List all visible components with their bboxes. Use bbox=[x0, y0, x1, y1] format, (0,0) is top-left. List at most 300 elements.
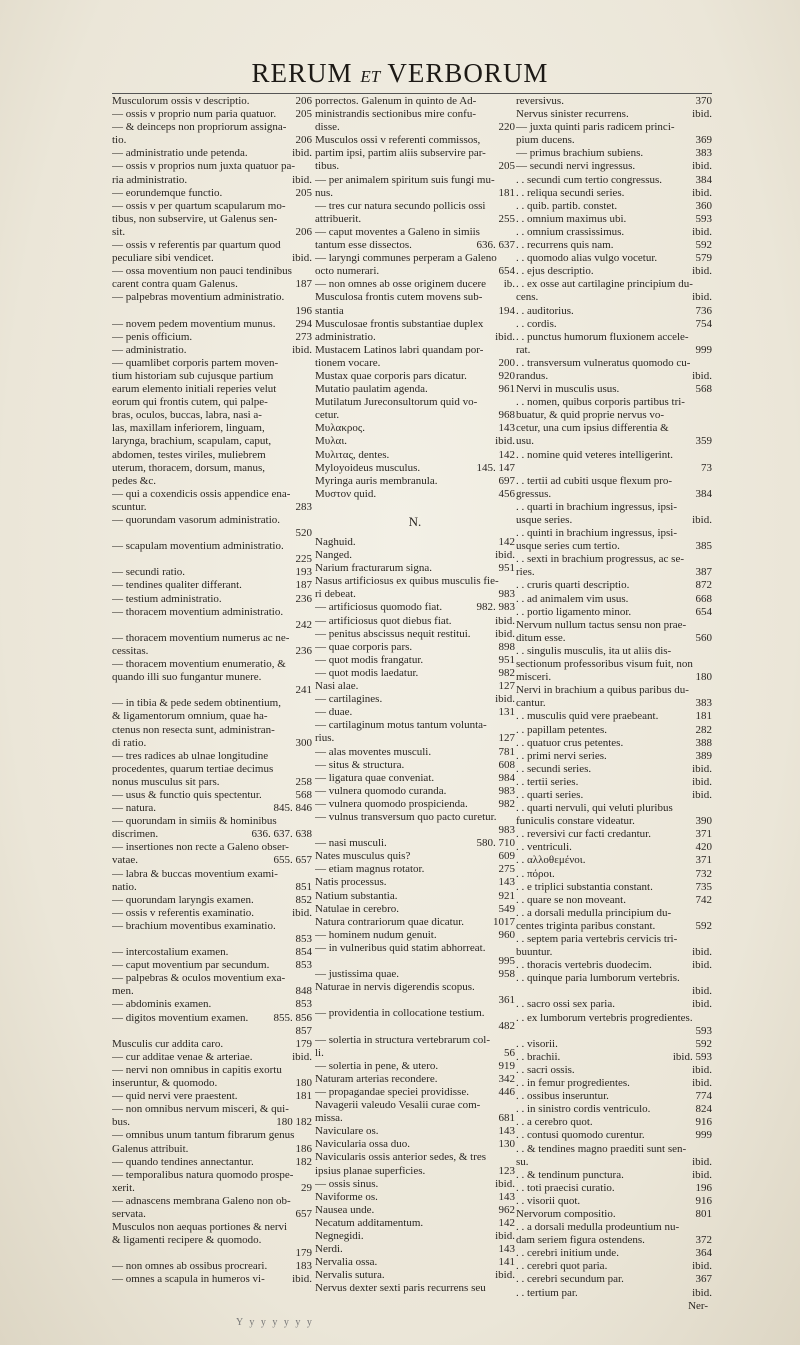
index-entry-text: Naviforme os. bbox=[315, 1190, 378, 1203]
index-entry bbox=[516, 95, 712, 108]
index-entry bbox=[112, 658, 312, 671]
index-entry-text: . . secundi cum tertio congressus. bbox=[516, 173, 663, 186]
index-entry-text: . . omnium maximus ubi. bbox=[516, 212, 627, 225]
index-entry-text: buuntur. bbox=[516, 946, 553, 959]
index-page-ref: 390 bbox=[695, 815, 712, 828]
index-entry-text: — ossis sinus. bbox=[315, 1177, 379, 1190]
index-entry-text: Musculos non aequas portiones & nervi bbox=[112, 1221, 288, 1234]
index-page-ref: ibid. bbox=[692, 514, 712, 526]
index-entry-text: su. bbox=[516, 1155, 529, 1168]
index-entry bbox=[516, 488, 712, 501]
index-entry-text: — nervi non omnibus in capitis exortu bbox=[112, 1063, 282, 1076]
index-entry bbox=[516, 344, 712, 357]
index-entry-text: . . ex osse aut cartilagine principium du- bbox=[516, 278, 693, 291]
index-page-ref: 300 bbox=[295, 736, 312, 749]
index-entry-text: . . cerebri quot paria. bbox=[516, 1260, 608, 1273]
index-entry bbox=[112, 527, 312, 540]
index-entry bbox=[516, 985, 712, 998]
index-entry bbox=[315, 1138, 515, 1151]
index-entry-text: — artificiosus quomodo fiat. bbox=[315, 601, 443, 614]
index-page-ref: 143 bbox=[498, 876, 515, 889]
index-entry bbox=[112, 815, 312, 828]
index-entry-text: — insertiones non recte a Galeno obser- bbox=[112, 841, 289, 854]
index-page-ref: ibid. bbox=[495, 614, 515, 627]
index-page-ref: ibid. bbox=[692, 1260, 712, 1273]
index-page-ref: 668 bbox=[695, 592, 712, 605]
index-entry-text: . . primi nervi series. bbox=[516, 749, 607, 762]
index-entry bbox=[516, 187, 712, 200]
index-entry bbox=[315, 575, 515, 588]
index-entry bbox=[112, 868, 312, 881]
index-entry-text: — quae corporis pars. bbox=[315, 640, 413, 653]
header-rule bbox=[112, 93, 712, 94]
index-page-ref: 568 bbox=[695, 383, 712, 396]
index-entry-text: — ossis v referentis examinatio. bbox=[112, 906, 255, 919]
index-entry-text: . . quatuor crus petentes. bbox=[516, 736, 624, 749]
index-entry bbox=[315, 1060, 515, 1073]
index-entry bbox=[112, 697, 312, 710]
index-entry bbox=[516, 409, 712, 422]
index-entry-text: — secundi ratio. bbox=[112, 566, 186, 579]
index-page-ref: 482 bbox=[498, 1020, 515, 1033]
index-entry-text: ministrandis sectionibus mire confu- bbox=[315, 108, 476, 121]
index-entry-text: . . quarti in brachium ingressus, ipsi- bbox=[516, 500, 678, 513]
index-entry bbox=[112, 95, 312, 108]
index-entry-text: . . quarti nervuli, qui veluti pluribus bbox=[516, 802, 673, 815]
index-entry-text: . . tertii ad cubiti usque flexum pro- bbox=[516, 474, 673, 487]
index-entry bbox=[516, 697, 712, 710]
index-entry-text: — adnascens membrana Galeno non ob- bbox=[112, 1194, 291, 1207]
index-entry-text: . . ad animalem vim usus. bbox=[516, 592, 629, 605]
index-entry bbox=[516, 370, 712, 383]
index-entry-text: Navagerii valeudo Vesalii curae com- bbox=[315, 1099, 481, 1112]
index-entry bbox=[516, 1025, 712, 1038]
index-entry bbox=[112, 239, 312, 252]
index-entry bbox=[516, 1247, 712, 1260]
index-entry-text: — ossis v referentis par quartum quod bbox=[112, 239, 281, 252]
index-entry-text: . . recurrens quis nam. bbox=[516, 239, 614, 252]
index-entry-text: . . quomodo alias vulgo vocetur. bbox=[516, 252, 658, 265]
index-page-ref: 697 bbox=[498, 474, 515, 487]
index-page-ref: 920 bbox=[498, 369, 515, 382]
index-page-ref: ibid. bbox=[692, 1155, 712, 1168]
index-entry bbox=[516, 553, 712, 566]
index-page-ref: 383 bbox=[695, 697, 712, 710]
index-entry bbox=[516, 920, 712, 933]
index-entry bbox=[315, 435, 515, 448]
index-entry-text: Nervalia ossa. bbox=[315, 1256, 378, 1269]
index-entry-text: Nervus dexter sexti paris recurrens seu bbox=[315, 1282, 486, 1295]
index-entry bbox=[112, 566, 312, 579]
index-entry bbox=[315, 318, 515, 331]
index-entry-text: . . sexti in brachium progressus, ac se- bbox=[516, 553, 685, 566]
index-entry-text: — ossa moventium non pauci tendinibus bbox=[112, 265, 292, 278]
index-entry bbox=[516, 1116, 712, 1129]
index-entry bbox=[315, 981, 515, 994]
index-entry-text: servata. bbox=[112, 1207, 146, 1220]
index-page-ref: 961 bbox=[498, 383, 515, 396]
index-entry bbox=[112, 606, 312, 619]
index-entry-text: centes triginta paribus constant. bbox=[516, 919, 656, 932]
index-entry bbox=[516, 1143, 712, 1156]
index-page-ref: 206 bbox=[295, 95, 312, 107]
index-entry-text: . . secundi series. bbox=[516, 762, 592, 775]
index-entry-text: partim ipsi, partim aliis subservire par- bbox=[315, 147, 486, 160]
index-page-ref: 389 bbox=[695, 749, 712, 762]
index-entry bbox=[112, 514, 312, 527]
index-page-ref: 205 bbox=[295, 108, 312, 121]
index-page-ref: ibid. bbox=[292, 1050, 312, 1063]
index-entry bbox=[516, 907, 712, 920]
index-page-ref: 898 bbox=[498, 640, 515, 653]
index-entry bbox=[112, 1012, 312, 1025]
index-entry bbox=[315, 785, 515, 798]
index-entry-text: ri debeat. bbox=[315, 588, 356, 601]
index-entry-text: . . in femur progredientes. bbox=[516, 1077, 630, 1090]
index-entry bbox=[315, 1047, 515, 1060]
index-page-ref: 845. 846 bbox=[273, 802, 312, 815]
index-entry-text: — labra & buccas moventium exami- bbox=[112, 867, 278, 880]
index-entry-text: — abdominis examen. bbox=[112, 998, 212, 1011]
index-entry bbox=[112, 789, 312, 802]
index-entry-text: Nasus artificiosus ex quibus musculis fie- bbox=[315, 575, 499, 588]
running-head-conjunction: ET bbox=[360, 67, 381, 86]
index-entry-text: . . auditorius. bbox=[516, 304, 574, 317]
index-entry-text: — testium administratio. bbox=[112, 592, 222, 605]
index-entry bbox=[516, 1051, 712, 1064]
index-entry-text: — in tibia & pede sedem obtinentium, bbox=[112, 697, 281, 710]
index-page-ref: ibid. bbox=[495, 330, 515, 343]
index-page-ref: 56 bbox=[504, 1046, 515, 1059]
index-page-ref: 995 bbox=[498, 955, 515, 967]
index-entry bbox=[315, 449, 515, 462]
index-entry-text: — administratio. bbox=[112, 343, 187, 356]
index-entry-text: Nates musculus quis? bbox=[315, 850, 411, 863]
index-entry-text: Nervum nullum tactus sensu non prae- bbox=[516, 618, 687, 631]
index-page-ref: ibid. bbox=[495, 627, 515, 640]
index-entry-text: . . reversivi cur facti credantur. bbox=[516, 828, 651, 841]
index-entry-text: . . cruris quarti descriptio. bbox=[516, 579, 630, 592]
index-entry-text: Natulae in cerebro. bbox=[315, 902, 399, 915]
index-entry bbox=[315, 462, 515, 475]
index-page-ref: 181 bbox=[695, 710, 712, 723]
index-entry-text: . . nomen, quibus corporis partibus tri- bbox=[516, 396, 685, 409]
index-entry-text: — propagandae speciei providisse. bbox=[315, 1085, 469, 1098]
index-page-ref: 200 bbox=[498, 356, 515, 369]
index-entry bbox=[112, 881, 312, 894]
index-entry-text: . . omnium crassissimus. bbox=[516, 225, 625, 238]
index-page-ref: 654 bbox=[498, 265, 515, 278]
index-entry-text: earum elemento initiali reperies velut bbox=[112, 383, 277, 396]
index-entry bbox=[516, 514, 712, 527]
index-entry bbox=[516, 291, 712, 304]
index-entry bbox=[112, 841, 312, 854]
index-page-ref: 824 bbox=[695, 1103, 712, 1116]
index-entry-text: Naturam arterias recondere. bbox=[315, 1072, 438, 1085]
index-entry-text: Nerdi. bbox=[315, 1243, 343, 1256]
index-entry bbox=[112, 920, 312, 933]
index-entry bbox=[315, 331, 515, 344]
index-entry-text: — thoracem moventium enumeratio, & bbox=[112, 658, 286, 671]
index-entry bbox=[315, 475, 515, 488]
index-page-ref: ibid. bbox=[692, 762, 712, 775]
index-entry bbox=[516, 422, 712, 435]
index-entry-text: sectionum professoribus visum fuit, non bbox=[516, 658, 693, 671]
index-entry-text: — non omnes ab ossibus procreari. bbox=[112, 1260, 268, 1273]
index-entry-text: Necatum additamentum. bbox=[315, 1216, 424, 1229]
index-page-ref: 916 bbox=[695, 1116, 712, 1129]
index-entry-text: Musculos ossi v referenti commissos, bbox=[315, 134, 481, 147]
index-page-ref: 736 bbox=[695, 304, 712, 317]
index-entry-text: — nasi musculi. bbox=[315, 837, 387, 850]
index-page-ref: 367 bbox=[695, 1273, 712, 1286]
index-entry-text: cantur. bbox=[516, 697, 546, 710]
index-entry-text: . . ex lumborum vertebris progredientes. bbox=[516, 1011, 693, 1024]
index-entry bbox=[112, 894, 312, 907]
index-entry bbox=[112, 357, 312, 370]
index-entry bbox=[516, 1129, 712, 1142]
index-entry-text: — solertia in structura vertebrarum col- bbox=[315, 1033, 491, 1046]
index-entry bbox=[112, 134, 312, 147]
index-entry-text: . . ossibus inseruntur. bbox=[516, 1090, 609, 1103]
index-page-ref: 848 bbox=[295, 985, 312, 998]
index-entry bbox=[516, 802, 712, 815]
index-entry bbox=[112, 710, 312, 723]
index-entry bbox=[315, 811, 515, 824]
index-entry-text: — in vulneribus quid statim abhorreat. bbox=[315, 941, 486, 954]
section-letter-heading: N. bbox=[408, 513, 422, 529]
index-page-ref: 855. 856 bbox=[273, 1011, 312, 1024]
index-entry-text: Musculosae frontis substantiae duplex bbox=[315, 317, 484, 330]
index-entry bbox=[315, 615, 515, 628]
index-entry bbox=[112, 1064, 312, 1077]
index-entry bbox=[516, 868, 712, 881]
index-entry-text: bras, oculos, buccas, labra, nasi a- bbox=[112, 409, 262, 422]
index-entry bbox=[112, 1208, 312, 1221]
index-entry bbox=[315, 759, 515, 772]
index-entry-text: cetur. bbox=[315, 409, 340, 422]
index-entry-text: nus. bbox=[315, 186, 334, 199]
index-entry-text: Μυστον quid. bbox=[315, 487, 377, 500]
index-page-ref: 735 bbox=[695, 880, 712, 893]
index-page-ref: 1017 bbox=[493, 915, 515, 928]
index-entry-text: vatae. bbox=[112, 854, 138, 867]
index-entry bbox=[112, 200, 312, 213]
index-page-ref: 592 bbox=[695, 239, 712, 252]
index-entry bbox=[516, 737, 712, 750]
index-page-ref: ibid. bbox=[495, 1177, 515, 1190]
index-page-ref: 681 bbox=[498, 1112, 515, 1125]
index-page-ref: 387 bbox=[695, 566, 712, 579]
index-page-ref: 258 bbox=[295, 775, 312, 788]
catchword: Ner- bbox=[688, 1299, 708, 1312]
index-entry bbox=[315, 95, 515, 108]
index-entry-text: tantum esse dissectos. bbox=[315, 239, 412, 252]
index-entry-text: las, maxillam inferiorem, linguam, bbox=[112, 422, 265, 435]
index-entry-text: . . ventriculi. bbox=[516, 841, 572, 854]
index-entry bbox=[315, 601, 515, 614]
index-page-ref: 143 bbox=[498, 1125, 515, 1138]
index-entry-text: . . cordis. bbox=[516, 317, 557, 330]
index-page-ref: 999 bbox=[695, 343, 712, 356]
index-entry-text: . . quinti in brachium ingressus, ipsi- bbox=[516, 527, 678, 540]
index-page-ref: ibid. bbox=[495, 1269, 515, 1282]
index-page-ref: 636. 637. 638 bbox=[251, 828, 312, 841]
index-entry-text: missa. bbox=[315, 1112, 343, 1125]
index-entry bbox=[516, 881, 712, 894]
index-entry bbox=[516, 815, 712, 828]
index-entry bbox=[315, 536, 515, 549]
index-entry-text: . . sacri ossis. bbox=[516, 1063, 575, 1076]
index-entry bbox=[516, 160, 712, 173]
index-page-ref: 520 bbox=[295, 527, 312, 540]
index-entry-text: — ossis v per quartum scapularum mo- bbox=[112, 199, 286, 212]
index-entry bbox=[315, 1086, 515, 1099]
index-entry-text: Μυλακρος. bbox=[315, 422, 365, 435]
index-entry bbox=[516, 540, 712, 553]
index-entry-text: . . a dorsali medulla principium du- bbox=[516, 906, 672, 919]
index-entry bbox=[315, 213, 515, 226]
index-page-ref: 872 bbox=[695, 579, 712, 592]
index-entry bbox=[516, 213, 712, 226]
index-entry-text: — omnes a scapula in humeros vi- bbox=[112, 1273, 265, 1286]
index-entry bbox=[112, 1038, 312, 1051]
index-entry-text: Myringa auris membranula. bbox=[315, 474, 438, 487]
index-entry-text: tio. bbox=[112, 134, 127, 147]
index-page-ref: 853 bbox=[295, 959, 312, 972]
index-entry bbox=[315, 422, 515, 435]
index-entry bbox=[315, 929, 515, 942]
index-entry bbox=[516, 121, 712, 134]
index-entry bbox=[315, 968, 515, 981]
index-entry-text: — administratio unde petenda. bbox=[112, 147, 248, 160]
index-entry bbox=[315, 1034, 515, 1047]
index-entry-text: — & deinceps non propriorum assigna- bbox=[112, 121, 287, 134]
index-entry-text: dam seriem figura ostendens. bbox=[516, 1234, 645, 1247]
index-entry-text: . . portio ligamento minor. bbox=[516, 605, 632, 618]
index-entry-text: octo numerari. bbox=[315, 265, 380, 278]
index-page-ref: 608 bbox=[498, 758, 515, 771]
index-entry bbox=[112, 985, 312, 998]
index-page-ref: 187 bbox=[295, 579, 312, 592]
index-column-1 bbox=[112, 95, 312, 1345]
index-entry bbox=[315, 121, 515, 134]
index-entry-text: ries. bbox=[516, 566, 535, 579]
index-page-ref: 657 bbox=[295, 1207, 312, 1220]
index-page-ref: 369 bbox=[695, 134, 712, 147]
index-page-ref: 781 bbox=[498, 745, 515, 758]
index-entry-text: — tres cur natura secundo pollicis ossi bbox=[315, 199, 486, 212]
index-entry bbox=[112, 828, 312, 841]
index-page-ref: ibid. bbox=[692, 1063, 712, 1076]
index-entry bbox=[112, 265, 312, 278]
index-entry-text: — eorundemque functio. bbox=[112, 186, 223, 199]
index-page-ref: 141 bbox=[498, 1256, 515, 1269]
index-entry-text: rius. bbox=[315, 732, 335, 745]
index-entry bbox=[315, 291, 515, 304]
index-entry bbox=[315, 147, 515, 160]
index-entry-text: Nervus sinister recurrens. bbox=[516, 108, 629, 121]
index-page-ref: 983 bbox=[498, 588, 515, 601]
index-page-ref: 774 bbox=[695, 1090, 712, 1103]
index-entry-text: tibus, non subservire, ut Galenus sen- bbox=[112, 212, 278, 225]
index-entry-text: Nervi in brachium a quibus paribus du- bbox=[516, 684, 689, 697]
index-entry bbox=[112, 435, 312, 448]
index-entry bbox=[112, 907, 312, 920]
index-entry bbox=[315, 200, 515, 213]
index-entry bbox=[516, 252, 712, 265]
index-entry bbox=[112, 750, 312, 763]
index-page-ref: 568 bbox=[295, 788, 312, 801]
index-page-ref: ibid. bbox=[495, 693, 515, 706]
index-page-ref: 181 bbox=[295, 1090, 312, 1103]
index-entry-text: — brachium moventibus examinatio. bbox=[112, 919, 276, 932]
index-entry bbox=[516, 134, 712, 147]
index-page-ref: ibid. bbox=[495, 549, 515, 562]
index-entry-text: — tres radices ab ulnae longitudine bbox=[112, 749, 269, 762]
index-page-ref: 143 bbox=[498, 1243, 515, 1256]
index-entry-text: tium historiam sub cujusque partium bbox=[112, 369, 274, 382]
index-page-ref: 385 bbox=[695, 540, 712, 553]
index-entry bbox=[112, 1221, 312, 1234]
index-page-ref: 180 182 bbox=[276, 1116, 312, 1129]
index-page-ref: 983 bbox=[498, 824, 515, 837]
index-entry bbox=[315, 1230, 515, 1243]
index-page-ref: ibid. bbox=[692, 108, 712, 121]
index-page-ref: 179 bbox=[295, 1037, 312, 1050]
index-entry-text: — ligatura quae conveniat. bbox=[315, 771, 435, 784]
index-entry bbox=[112, 160, 312, 173]
index-entry bbox=[112, 422, 312, 435]
index-entry-text: — per animalem spiritum suis fungi mu- bbox=[315, 173, 495, 186]
index-entry bbox=[112, 383, 312, 396]
index-entry bbox=[516, 894, 712, 907]
index-page-ref: 131 bbox=[498, 706, 515, 719]
index-entry bbox=[516, 1064, 712, 1077]
index-entry bbox=[315, 265, 515, 278]
index-page-ref: 127 bbox=[498, 732, 515, 745]
index-entry-text: Mutilatum Jureconsultorum quid vo- bbox=[315, 396, 478, 409]
index-page-ref: 916 bbox=[695, 1194, 712, 1207]
index-entry-text: bus. bbox=[112, 1116, 131, 1129]
index-entry bbox=[112, 645, 312, 658]
index-entry bbox=[112, 1273, 312, 1286]
index-entry-text: — scapulam moventium administratio. bbox=[112, 540, 284, 553]
index-entry bbox=[112, 344, 312, 357]
index-entry bbox=[315, 174, 515, 187]
index-page-ref: 196 bbox=[695, 1181, 712, 1194]
index-entry bbox=[516, 593, 712, 606]
index-entry bbox=[516, 501, 712, 514]
index-entry-text: Narium fracturarum signa. bbox=[315, 562, 432, 575]
index-entry-text: Myloyoideus musculus. bbox=[315, 461, 421, 474]
index-entry bbox=[516, 566, 712, 579]
index-page-ref: 853 bbox=[295, 998, 312, 1011]
index-page-ref: 179 bbox=[295, 1247, 312, 1260]
index-entry bbox=[315, 863, 515, 876]
index-page-ref: ibid. bbox=[495, 1229, 515, 1242]
index-entry-text: . . cerebri secundum par. bbox=[516, 1273, 624, 1286]
index-page-ref: 968 bbox=[498, 409, 515, 422]
index-page-ref: 220 bbox=[498, 121, 515, 134]
index-entry bbox=[112, 776, 312, 789]
index-entry-text: — quorundam in simiis & hominibus bbox=[112, 815, 277, 828]
index-page-ref: 180 bbox=[295, 1077, 312, 1090]
index-entry-text: reversivus. bbox=[516, 95, 564, 107]
index-entry bbox=[315, 994, 515, 1007]
index-entry-text: — usus & functio quis spectentur. bbox=[112, 788, 262, 801]
index-entry bbox=[516, 1169, 712, 1182]
